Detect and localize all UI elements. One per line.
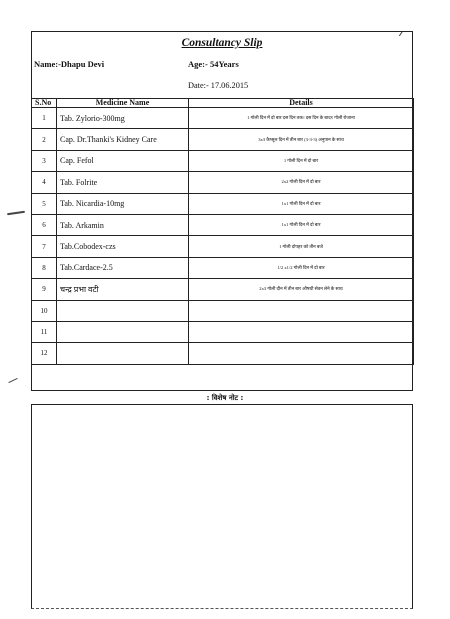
scan-mark <box>7 211 25 215</box>
sno-header: S.No <box>32 99 57 108</box>
row-medicine: Cap. Fefol <box>57 150 189 171</box>
row-medicine: चन्द्र प्रभा वटी <box>57 279 189 300</box>
row-medicine: Tab. Zylorio-300mg <box>57 108 189 129</box>
row-sno: 9 <box>32 279 57 300</box>
special-note-box <box>31 404 413 609</box>
row-medicine: Tab. Nicardia-10mg <box>57 193 189 214</box>
details-header: Details <box>189 99 414 108</box>
row-medicine: Tab. Arkamin <box>57 214 189 235</box>
table-row <box>32 300 414 321</box>
scan-mark <box>8 378 17 383</box>
table-row <box>32 129 414 150</box>
table-row <box>32 214 414 235</box>
row-medicine: Tab.Cobodex-czs <box>57 236 189 257</box>
row-details <box>189 321 414 342</box>
row-medicine <box>57 343 189 364</box>
table-row <box>32 343 414 364</box>
consultancy-slip <box>31 31 413 391</box>
row-sno: 7 <box>32 236 57 257</box>
row-details: 2x2 गोली दिन में दो बार <box>189 172 414 193</box>
row-sno: 11 <box>32 321 57 342</box>
row-sno: 10 <box>32 300 57 321</box>
row-details: 1x1 गोली दिन में दो बार <box>189 193 414 214</box>
table-row <box>32 108 414 129</box>
row-sno: 1 <box>32 108 57 129</box>
medicine-table <box>31 98 414 365</box>
row-sno: 5 <box>32 193 57 214</box>
table-header-row <box>32 99 414 108</box>
row-sno: 8 <box>32 257 57 278</box>
row-details: 3x3 कैप्सूल दिन में तीन बार (3-3-3) अनुपान के साथ <box>189 129 414 150</box>
patient-name: Name:-Dhapu Devi <box>34 59 105 69</box>
table-row <box>32 236 414 257</box>
table-row <box>32 193 414 214</box>
row-details: 1 गोली दिन में दो बार <box>189 150 414 171</box>
slip-title: Consultancy Slip <box>181 37 263 49</box>
row-sno: 12 <box>32 343 57 364</box>
table-row <box>32 279 414 300</box>
row-details: 1/2 x1/2 गोली दिन में दो बार <box>189 257 414 278</box>
row-details: 2x3 गोली दीन में तीन बार औषधी सेवन लेने के साथ <box>189 279 414 300</box>
row-details <box>189 300 414 321</box>
special-note-title: : विशेष नोट : <box>206 394 244 402</box>
row-sno: 4 <box>32 172 57 193</box>
row-details: 1 गोली दिन में दो बार दस दिन तक। दस दिन के बाद१ गोली रोजाना <box>189 108 414 129</box>
table-row <box>32 150 414 171</box>
row-sno: 6 <box>32 214 57 235</box>
row-sno: 3 <box>32 150 57 171</box>
row-medicine <box>57 321 189 342</box>
row-details: 1x1 गोली दिन में दो बार <box>189 214 414 235</box>
row-medicine: Cap. Dr.Thanki's Kidney Care <box>57 129 189 150</box>
row-medicine: Tab.Cardace-2.5 <box>57 257 189 278</box>
row-sno: 2 <box>32 129 57 150</box>
patient-age: Age:- 54Years <box>188 59 239 69</box>
table-row <box>32 172 414 193</box>
table-row <box>32 321 414 342</box>
medicine-header: Medicine Name <box>57 99 189 108</box>
row-medicine <box>57 300 189 321</box>
table-row <box>32 257 414 278</box>
row-details: 1 गोली दोपहर को तीन बजे <box>189 236 414 257</box>
slip-date: Date:- 17.06.2015 <box>188 81 249 90</box>
row-details <box>189 343 414 364</box>
row-medicine: Tab. Folrite <box>57 172 189 193</box>
